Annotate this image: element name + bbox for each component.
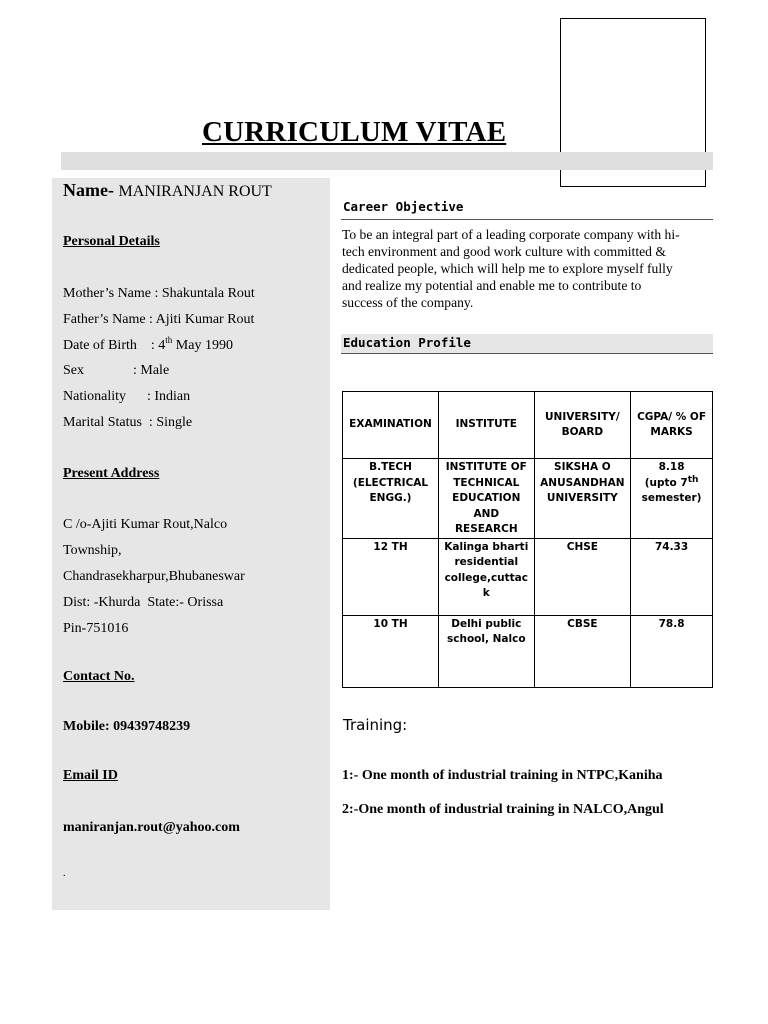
- score-cell: 74.33: [631, 538, 713, 615]
- dob-rest: May 1990: [172, 338, 233, 353]
- column-header: INSTITUTE: [439, 392, 535, 459]
- dob-sup: th: [165, 335, 173, 345]
- column-header: EXAMINATION: [343, 392, 439, 459]
- name-value: MANIRANJAN ROUT: [118, 183, 272, 200]
- table-row: [343, 459, 713, 539]
- address-line: Dist: -Khurda State:- Orissa: [63, 595, 224, 610]
- sex: Sex : Male: [63, 363, 170, 378]
- exam-cell: 10 TH: [343, 615, 439, 687]
- career-objective-heading: Career Objective: [341, 196, 713, 220]
- document-title: CURRICULUM VITAE: [202, 116, 507, 148]
- present-address-heading: Present Address: [63, 466, 160, 481]
- marital-status: Marital Status : Single: [63, 415, 193, 430]
- name-row: [63, 180, 272, 201]
- stray-dot: .: [63, 868, 66, 879]
- education-table-wrapper: [342, 380, 713, 700]
- institute-cell: Kalinga bharti residential college,cuttac k: [439, 538, 535, 615]
- email-heading: Email ID: [63, 768, 118, 783]
- score-cell: [631, 459, 713, 539]
- education-profile-heading: Education Profile: [341, 334, 713, 354]
- training-item: 2:-One month of industrial training in NALCO,Angul: [342, 802, 664, 817]
- score-note: [633, 476, 710, 492]
- father-name: Father’s Name : Ajiti Kumar Rout: [63, 312, 255, 327]
- table-row: [343, 615, 713, 687]
- contact-heading: Contact No.: [63, 669, 135, 684]
- board-cell: CBSE: [534, 615, 631, 687]
- institute-cell: Delhi public school, Nalco: [439, 615, 535, 687]
- career-objective-text: To be an integral part of a leading corporate company with hi-tech environment and good work culture with committed & dedicated people, which will help me to explore myself fully and realize my potential and enable me to contribute to success of the company.: [342, 227, 680, 310]
- training-item: 1:- One month of industrial training in NTPC,Kaniha: [342, 768, 663, 783]
- name-label: Name-: [63, 180, 114, 200]
- score-value: 8.18: [658, 461, 685, 473]
- nationality: Nationality : Indian: [63, 389, 191, 404]
- mobile-number: Mobile: 09439748239: [63, 719, 191, 734]
- education-table: [342, 391, 713, 688]
- address-line: Chandrasekharpur,Bhubaneswar: [63, 569, 245, 584]
- date-of-birth: [63, 335, 233, 354]
- address-line: Township,: [63, 543, 122, 558]
- exam-cell: B.TECH (ELECTRICAL ENGG.): [343, 459, 439, 539]
- training-heading: Training:: [343, 716, 408, 734]
- personal-details-heading: Personal Details: [63, 234, 160, 249]
- title-band: [61, 152, 713, 170]
- board-cell: CHSE: [534, 538, 631, 615]
- email-value: maniranjan.rout@yahoo.com: [63, 820, 240, 835]
- score-cell: 78.8: [631, 615, 713, 687]
- dob-label: Date of Birth: [63, 338, 137, 353]
- dob-prefix: : 4: [150, 338, 166, 353]
- score-note-sup: th: [687, 474, 699, 485]
- mother-name: Mother’s Name : Shakuntala Rout: [63, 286, 255, 301]
- score-note-2: semester): [641, 492, 702, 504]
- score-note-text: (upto 7: [644, 476, 688, 489]
- board-cell: SIKSHA O ANUSANDHAN UNIVERSITY: [534, 459, 631, 539]
- institute-cell: INSTITUTE OF TECHNICAL EDUCATION AND RESEARCH: [439, 459, 535, 539]
- table-row: [343, 538, 713, 615]
- address-line: Pin-751016: [63, 621, 129, 636]
- address-line: C /o-Ajiti Kumar Rout,Nalco: [63, 517, 228, 532]
- exam-cell: 12 TH: [343, 538, 439, 615]
- table-header-row: [343, 392, 713, 459]
- column-header: CGPA/ % OF MARKS: [631, 392, 713, 459]
- column-header: UNIVERSITY/ BOARD: [534, 392, 631, 459]
